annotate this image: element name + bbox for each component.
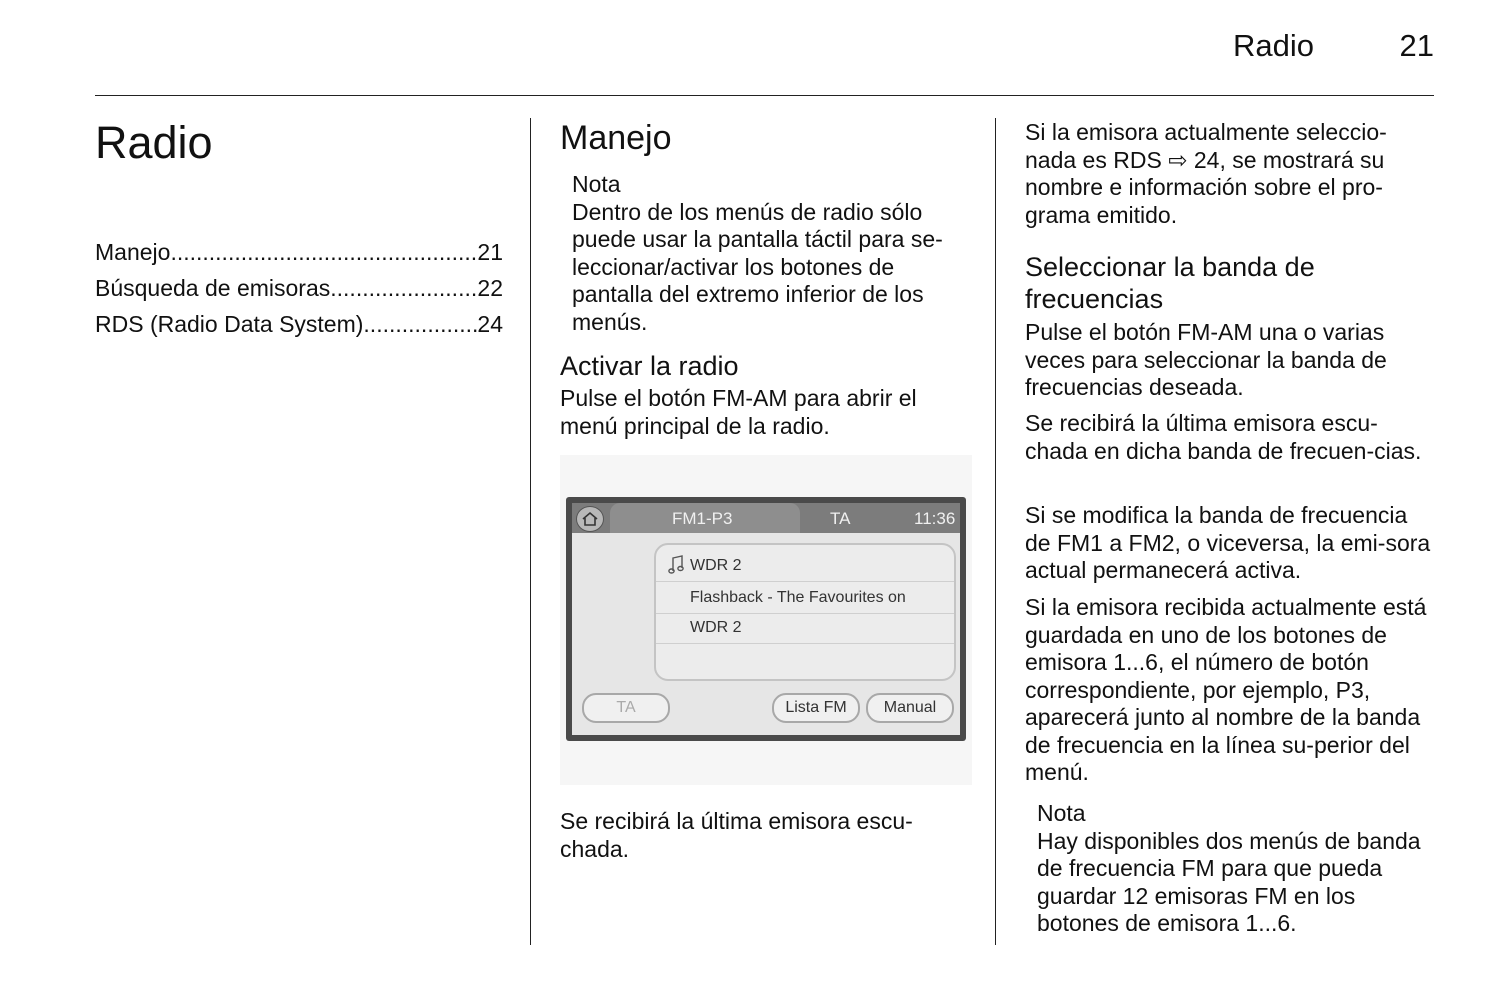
- paragraph-modifica-banda: Si se modifica la banda de frecuencia de FM1 a FM2, o viceversa, la emi-sora actual permanecerá activa.: [1025, 502, 1431, 583]
- tab-band-label: FM1-P3: [672, 509, 733, 528]
- manual-button[interactable]: Manual: [866, 693, 954, 723]
- toc-item-page: 22: [477, 275, 503, 301]
- paragraph-emisora-guardada: Si la emisora recibida actualmente está guardada en uno de los botones de emisora 1...6, el número de botón correspondiente, por ejemplo, P3, aparecerá junto al nombre de la banda de frecuencia en la línea su-perior del menú.: [1025, 594, 1427, 785]
- home-button[interactable]: [576, 506, 604, 532]
- note-text: Hay disponibles dos menús de banda de frecuencia FM para que pueda guardar 12 emisoras FM en los botones de emisora 1...6.: [1037, 827, 1421, 936]
- home-icon: [581, 511, 599, 527]
- note-block-fm: [1025, 800, 1437, 938]
- lista-fm-button[interactable]: Lista FM: [772, 693, 860, 723]
- toc-item-label: Manejo: [95, 239, 171, 265]
- list-item: [656, 583, 954, 614]
- ta-button[interactable]: TA: [582, 693, 670, 723]
- paragraph-rds-end: 24, se mostrará su nombre e información sobre el pro-grama emitido.: [1025, 146, 1385, 228]
- section-heading-manejo: Manejo: [560, 119, 672, 157]
- program-info: Flashback - The Favourites on: [690, 589, 906, 606]
- paragraph-rds-start: Si la emisora actualmente seleccio-nada es RDS: [1025, 119, 1387, 173]
- station-name: WDR 2: [690, 557, 742, 574]
- paragraph-activar-radio: Pulse el botón FM-AM para abrir el menú principal de la radio.: [560, 385, 917, 439]
- table-of-contents: [95, 234, 503, 342]
- paragraph-ultima-emisora-banda: Se recibirá la última emisora escu-chada en dicha banda de frecuen-cias.: [1025, 410, 1422, 464]
- paragraph-pulse-fm-am: Pulse el botón FM-AM una o varias veces para seleccionar la banda de frecuencias deseada.: [1025, 319, 1387, 400]
- toc-item[interactable]: [95, 306, 503, 342]
- paragraph-rds: [1025, 119, 1437, 229]
- note-label: Nota: [1037, 800, 1086, 826]
- radio-screen: [566, 497, 966, 741]
- page-number: 21: [1399, 28, 1434, 63]
- toc-item[interactable]: [95, 270, 503, 306]
- column-divider-1: [530, 118, 531, 945]
- subheading-seleccionar-banda: Seleccionar la banda de frecuencias: [1025, 252, 1315, 314]
- music-note-icon: [668, 555, 684, 575]
- toc-item-label: RDS (Radio Data System): [95, 311, 364, 337]
- note-text: Dentro de los menús de radio sólo puede usar la pantalla táctil para se-leccionar/activar los botones de pantalla del extremo inferior de los menús.: [572, 198, 943, 335]
- clock-display: 11:36: [914, 509, 956, 528]
- radio-screen-display: [572, 503, 960, 735]
- header-divider: [95, 95, 1434, 96]
- note-label: Nota: [572, 171, 621, 197]
- list-item: [656, 551, 954, 582]
- station-info-list: [654, 543, 956, 681]
- toc-item-label: Búsqueda de emisoras: [95, 275, 331, 301]
- toc-item-page: 24: [477, 311, 503, 337]
- toc-dot-leader: [170, 234, 477, 270]
- running-header-title: Radio: [1233, 28, 1314, 63]
- toc-item-page: 21: [477, 239, 503, 265]
- toc-dot-leader: [330, 270, 477, 306]
- note-block: [560, 171, 972, 336]
- cross-reference-arrow-icon: ⇨: [1168, 146, 1188, 173]
- tab-ta-label[interactable]: TA: [830, 509, 851, 528]
- toc-dot-leader: [363, 306, 477, 342]
- subheading-activar-radio: Activar la radio: [560, 351, 739, 381]
- paragraph-ultima-emisora: Se recibirá la última emisora escu-chada.: [560, 808, 913, 862]
- list-item: [656, 613, 954, 644]
- chapter-title: Radio: [95, 117, 213, 168]
- toc-item[interactable]: [95, 234, 503, 270]
- column-divider-2: [995, 118, 996, 945]
- station-name-secondary: WDR 2: [690, 619, 742, 636]
